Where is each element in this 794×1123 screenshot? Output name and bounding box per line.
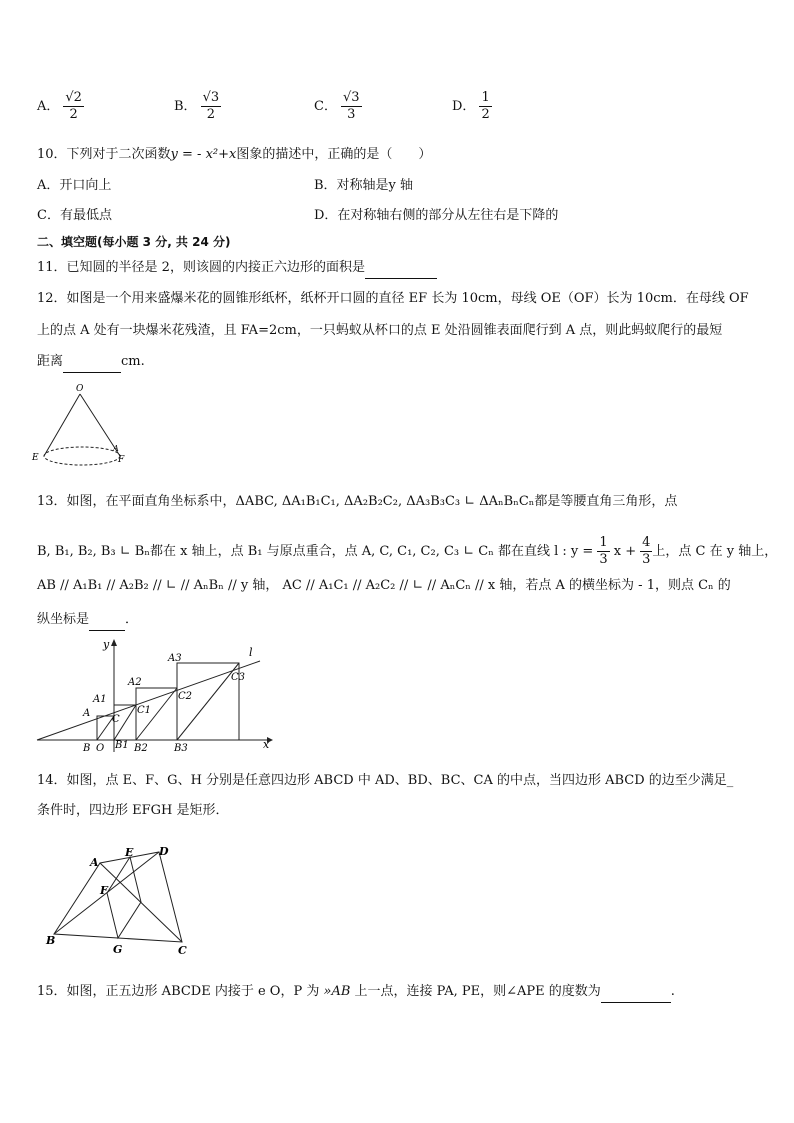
q15-text: 15．如图，正五边形 ABCDE 内接于 e O，P 为 bbox=[37, 984, 324, 999]
fraction bbox=[63, 90, 84, 123]
denominator: 3 bbox=[599, 552, 608, 567]
q9-option-d bbox=[452, 90, 492, 123]
label-l: l bbox=[249, 646, 253, 659]
q15-text: . bbox=[670, 984, 675, 999]
fraction bbox=[201, 90, 222, 123]
label-a: A bbox=[113, 444, 119, 453]
numerator: 1 bbox=[599, 535, 608, 550]
q10-stem-end: 图象的描述中，正确的是（ ） bbox=[236, 147, 432, 162]
fraction bbox=[479, 90, 491, 123]
label-c: C bbox=[178, 944, 187, 957]
label-o: O bbox=[96, 743, 105, 754]
q12-line-3 bbox=[37, 352, 145, 373]
denominator: 2 bbox=[69, 107, 78, 122]
cone-base bbox=[44, 447, 120, 465]
q10-stem-start: 10．下列对于二次函数 bbox=[37, 147, 171, 162]
cone-figure bbox=[30, 380, 130, 470]
answer-blank bbox=[601, 982, 671, 1003]
numerator: 1 bbox=[481, 90, 490, 105]
fraction bbox=[597, 535, 609, 568]
denominator: 2 bbox=[206, 107, 215, 122]
label-a: A bbox=[83, 708, 91, 719]
q10-stem bbox=[37, 145, 431, 165]
answer-blank bbox=[63, 352, 121, 373]
numerator: √2 bbox=[65, 90, 82, 105]
q10-option-a: A．开口向上 bbox=[37, 178, 112, 193]
q13-line-3: AB // A₁B₁ // A₂B₂ // ∟ // AₙBₙ // y 轴， AC // A₁C₁ // A₂C₂ // ∟ // AₙCₙ // x 轴，若点 A 的横坐标为 - 1，则点 Cₙ 的 bbox=[37, 578, 731, 593]
q15 bbox=[37, 982, 675, 1003]
q13-text: 上，点 C 在 y 轴上， bbox=[652, 544, 778, 559]
numerator: √3 bbox=[342, 90, 360, 105]
q15-text: 上一点，连接 PA, PE，则∠APE 的度数为 bbox=[350, 984, 601, 999]
line-l bbox=[37, 661, 260, 740]
option-letter: D． bbox=[452, 99, 476, 114]
section-heading: 二、填空题(每小题 3 分, 共 24 分) bbox=[37, 235, 231, 249]
q13-line-2 bbox=[37, 535, 777, 568]
q13-line-1: 13．如图，在平面直角坐标系中，ΔABC, ΔA₁B₁C₁, ΔA₂B₂C₂, ΔA₃B₃C₃ ∟ ΔAₙBₙCₙ都是等腰直角三角形，点 bbox=[37, 494, 678, 509]
q12-line-2: 上的点 A 处有一块爆米花残渣，且 FA=2cm，一只蚂蚁从杯口的点 E 处沿圆锥表面爬行到 A 点，则此蚂蚁爬行的最短 bbox=[37, 323, 723, 338]
numerator: √3 bbox=[202, 90, 220, 105]
label-b3: B3 bbox=[174, 743, 188, 754]
fraction bbox=[341, 90, 362, 123]
denominator: 3 bbox=[642, 552, 651, 567]
label-o: O bbox=[76, 384, 84, 394]
q13-text: 纵坐标是 bbox=[37, 612, 90, 627]
label-b: B bbox=[83, 743, 91, 754]
q13-text: B, B₁, B₂, B₃ ∟ Bₙ都在 x 轴上，点 B₁ 与原点重合，点 A, C, C₁, C₂, C₃ ∟ Cₙ 都在直线 l : y = bbox=[37, 544, 594, 559]
label-f: F bbox=[118, 455, 125, 465]
quadrilateral-figure bbox=[42, 840, 202, 960]
label-e: E bbox=[32, 453, 39, 463]
q9-option-c bbox=[314, 90, 362, 123]
q12-unit: cm. bbox=[121, 354, 145, 369]
quadrilateral-abcd bbox=[54, 852, 182, 942]
option-letter: A． bbox=[37, 99, 60, 114]
denominator: 2 bbox=[481, 107, 490, 122]
numerator: 4 bbox=[642, 535, 651, 550]
answer-blank bbox=[365, 258, 437, 279]
label-c: C bbox=[112, 714, 120, 725]
label-b2: B2 bbox=[134, 743, 148, 754]
q15-arc: »AB bbox=[323, 984, 351, 999]
label-a2: A2 bbox=[128, 677, 142, 688]
label-f: F bbox=[100, 884, 108, 897]
option-letter: B． bbox=[174, 99, 197, 114]
label-a1: A1 bbox=[93, 694, 107, 705]
q12-line-1: 12．如图是一个用来盛爆米花的圆锥形纸杯，纸杯开口圆的直径 EF 长为 10cm，母线 OE（OF）长为 10cm．在母线 OF bbox=[37, 291, 749, 306]
q10-formula: y = - x²+x bbox=[170, 147, 237, 162]
q10-option-c: C．有最低点 bbox=[37, 208, 112, 223]
q14-line-1: 14．如图，点 E、F、G、H 分别是任意四边形 ABCD 中 AD、BD、BC、CA 的中点，当四边形 ABCD 的边至少满足_ bbox=[37, 773, 734, 788]
q9-option-a bbox=[37, 90, 84, 123]
q10-option-d: D．在对称轴右侧的部分从左往右是下降的 bbox=[314, 208, 559, 223]
answer-blank bbox=[89, 610, 125, 631]
option-letter: C． bbox=[314, 99, 337, 114]
denominator: 3 bbox=[347, 107, 356, 122]
fraction bbox=[640, 535, 652, 568]
label-a: A bbox=[90, 856, 99, 869]
label-b1: B1 bbox=[115, 740, 129, 751]
q13-text: ． bbox=[125, 612, 139, 627]
q13-text: x + bbox=[613, 544, 637, 559]
y-axis-arrow-icon bbox=[111, 639, 117, 646]
label-g: G bbox=[113, 943, 123, 956]
label-c3: C3 bbox=[231, 672, 246, 683]
label-e: E bbox=[125, 846, 134, 859]
label-y: y bbox=[103, 638, 110, 651]
q11-text: 11．已知圆的半径是 2，则该圆的内接正六边形的面积是 bbox=[37, 260, 365, 275]
label-c2: C2 bbox=[178, 691, 193, 702]
label-c1: C1 bbox=[137, 705, 152, 716]
label-b: B bbox=[46, 934, 56, 947]
q10-option-b: B．对称轴是y 轴 bbox=[314, 178, 414, 193]
label-x: x bbox=[263, 738, 270, 751]
q9-option-b bbox=[174, 90, 221, 123]
q11 bbox=[37, 258, 437, 279]
cone-edge-left bbox=[44, 394, 80, 456]
q13-line-4 bbox=[37, 610, 138, 631]
label-d: D bbox=[159, 845, 169, 858]
q14-line-2: 条件时，四边形 EFGH 是矩形． bbox=[37, 803, 229, 818]
q12-text: 距离 bbox=[37, 354, 64, 369]
label-a3: A3 bbox=[168, 653, 182, 664]
coordinate-figure bbox=[35, 636, 280, 756]
